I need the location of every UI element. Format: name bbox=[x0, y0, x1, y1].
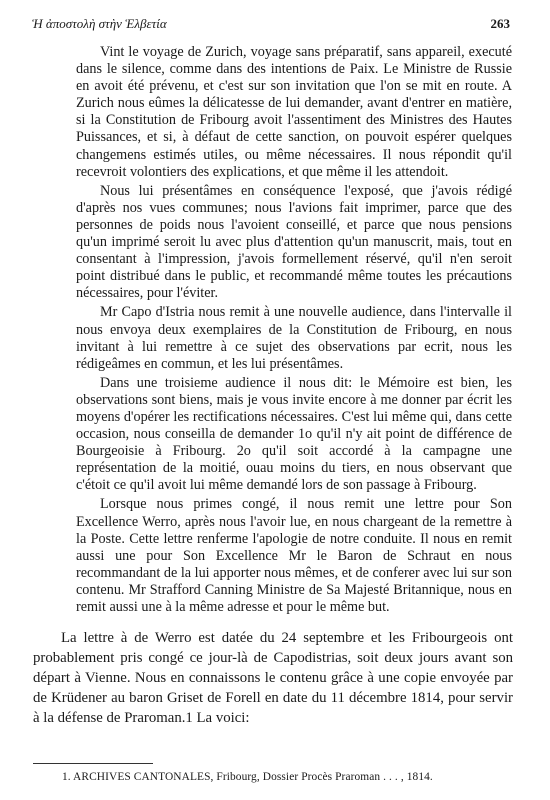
quote-paragraph: Nous lui présentâmes en conséquence l'exposé, que j'avois rédigé d'après nos vues communes; nous l'avions fait imprimer, parce que des personnes de poids nous l'avoient conseillé, et parce que nous pensions qu'un imprimé seroit lu avec plus d'attention qu'un manuscrit, mais, tout en consentant à l'impression, j'avois formellement réservé, qu'il n'en seroit point distribué dans le public, et recommandé même toutes les précautions nécessaires, pour l'éviter. bbox=[76, 182, 512, 302]
running-title: Ἡ ἀποστολὴ στὴν Ἑλβετία bbox=[32, 16, 167, 31]
quote-paragraph: Mr Capo d'Istria nous remit à une nouvelle audience, dans l'intervalle il nous envoya deux exemplaires de la Constitution de Fribourg, en nous invitant à lui remettre à ce sujet des observations par ecrit, nous les rédigeâmes en commun, et les lui présentâmes. bbox=[76, 304, 512, 372]
page-number: 263 bbox=[490, 16, 510, 31]
body-text bbox=[33, 628, 513, 728]
footnote: 1. ARCHIVES CANTONALES, Fribourg, Dossier Procès Praroman . . . , 1814. bbox=[62, 771, 433, 783]
body-paragraph: La lettre à de Werro est datée du 24 septembre et les Fribourgeois ont probablement pris congé ce jour-là de Capodistrias, soit deux jours avant son départ à Vienne. Nous en connaissons le contenu grâce à une copie envoyée par de Krüdener au baron Griset de Forell en date du 11 décembre 1814, pour servir à la défense de Praroman.1 La voici: bbox=[33, 630, 513, 726]
quote-paragraph: Vint le voyage de Zurich, voyage sans préparatif, sans appareil, executé dans le silence, comme dans des intentions de Paix. Le Ministre de Russie en avoit été prévenu, et c'est sur son invitation que l'on se mit en route. A Zurich nous eûmes la délicatesse de lui demander, avant d'entrer en matière, si la Constitution de Fribourg avoit l'assentiment des Ministres des Hautes Puissances, et si, à défaut de cette sanction, on pouvoit espérer quelques changemens estimés utiles, ou même nécessaires. Il nous répondit qu'il recevroit volontiers des explications, et que même il les attendoit. bbox=[76, 44, 512, 180]
footnote-rule bbox=[33, 763, 153, 764]
block-quote bbox=[76, 44, 512, 616]
quote-paragraph: Lorsque nous primes congé, il nous remit une lettre pour Son Excellence Werro, après nous l'avoir lue, en nous chargeant de la remettre à la Poste. Cette lettre renferme l'apologie de notre conduite. Il nous en remit aussi une pour Son Excellence Mr le Baron de Schraut en nous recommandant de la lui apporter nous mêmes, et de conferer avec lui sur son contenu. Mr Strafford Canning Ministre de Sa Majesté Britannique, nous en remit aussi une à la même adresse et pour le même but. bbox=[76, 496, 512, 615]
quote-paragraph: Dans une troisieme audience il nous dit: le Mémoire est bien, les observations sont biens, mais je vous invite encore à me donner par écrit les moyens d'opérer les rectifications nécessaires. C'est lui même qui, dans cette occasion, nous conseilla de demander 1o qu'il n'y ait point de différence de Bourgeoisie à Fribourg. 2o qu'il soit accordé à la campagne une représentation de la moitié, ouau moins du tiers, en nous observant que c'étoit ce qu'il avoit lui même demandé lors de son passage à Fribourg. bbox=[76, 374, 512, 494]
running-header bbox=[32, 16, 510, 34]
